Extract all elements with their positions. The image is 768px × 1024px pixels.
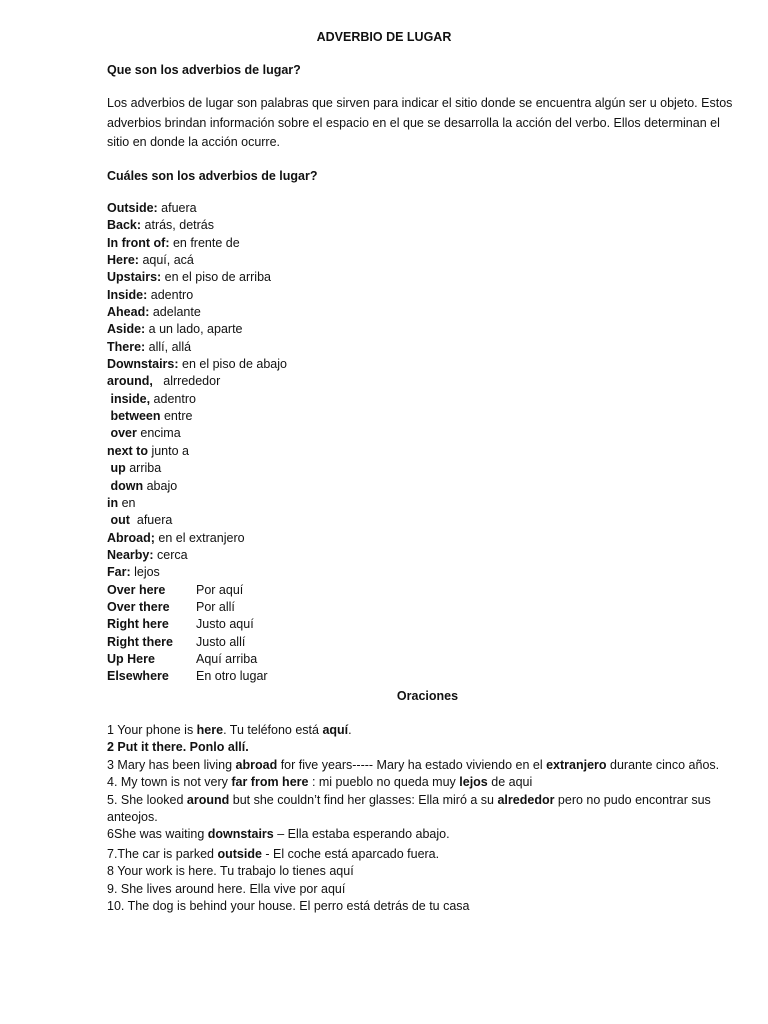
adverb-term: Right here [107, 617, 169, 632]
adverb-pair-item [107, 616, 507, 633]
adverb-term: Back: [107, 218, 142, 233]
adverb-term: in [107, 495, 119, 510]
adverb-translation: a un lado, aparte [145, 322, 243, 337]
sentence-item [107, 846, 747, 863]
adverb-item [107, 443, 507, 460]
adverb-term: out [107, 513, 130, 528]
sentence-item [107, 739, 747, 756]
sentence-text: : mi pueblo no queda muy [308, 775, 460, 790]
sentence-list [107, 722, 747, 915]
adverb-term: There: [107, 339, 146, 354]
adverb-translation: abajo [143, 478, 178, 493]
adverb-translation: Justo allí [196, 634, 246, 649]
sentence-item [107, 757, 747, 774]
sentence-text: 1 Your phone is [107, 723, 197, 737]
adverb-item [107, 391, 507, 408]
adverb-item [107, 287, 507, 304]
adverb-translation: arriba [125, 461, 162, 476]
adverb-term: Over here [107, 582, 166, 597]
adverb-pair-item [107, 599, 507, 616]
adverb-item [107, 547, 507, 564]
adverb-item [107, 339, 507, 356]
adverb-term: Abroad; [107, 530, 155, 545]
sentence-item [107, 792, 747, 827]
adverb-translation: cerca [153, 547, 188, 562]
adverb-term: In front of: [107, 235, 170, 250]
adverb-item [107, 495, 507, 512]
adverb-term: next to [107, 443, 148, 458]
adverb-translation: entre [160, 409, 193, 424]
adverb-term: down [107, 478, 144, 493]
sentence-text: . Tu teléfono está [223, 723, 323, 737]
sentence-keyword: allí [227, 740, 246, 755]
adverb-term: Up Here [107, 651, 155, 666]
adverb-item [107, 408, 507, 425]
definition-paragraph: Los adverbios de lugar son palabras que sirven para indicar el sitio donde se encuentra algún ser u objeto. Estos adverbios brindan información sobre el espacio en el que se desarrolla la acción del verbo. Ellos determinan el sitio en donde la acción ocurre. [107, 96, 733, 149]
adverb-translation: encima [136, 426, 181, 441]
adverb-item [107, 304, 507, 321]
sentence-text: 8 Your work is here. Tu trabajo lo tienes aquí [107, 864, 354, 879]
adverb-term: Outside: [107, 201, 158, 215]
sentence-keyword: there [152, 740, 183, 755]
sentence-text: 4. My town is not very [107, 775, 232, 790]
sentence-item [107, 863, 747, 880]
adverb-translation: en el piso de abajo [178, 357, 287, 372]
adverb-translation: atrás, detrás [141, 218, 214, 233]
adverb-term: up [107, 461, 126, 476]
adverb-term: Right there [107, 634, 173, 649]
sentence-keyword: around [186, 792, 230, 807]
sentence-text: but she couldn’t find her glasses: Ella miró a su [229, 792, 498, 807]
adverb-pair-item [107, 668, 507, 685]
adverb-item [107, 530, 507, 547]
sentence-text: 2 Put it [107, 740, 153, 755]
adverb-translation: afuera [157, 201, 197, 215]
adverb-item [107, 217, 507, 234]
adverb-item [107, 356, 507, 373]
adverb-term: around, [107, 374, 153, 389]
sentence-item [107, 722, 747, 739]
adverb-item [107, 235, 507, 252]
adverb-term: over [107, 426, 137, 441]
adverb-translation: adentro [147, 287, 194, 302]
adverb-translation: lejos [130, 565, 160, 580]
sentence-item [107, 898, 747, 915]
sentence-text: 7.The car is parked [107, 846, 218, 861]
adverb-term: Nearby: [107, 547, 154, 562]
adverb-term: Over there [107, 599, 170, 614]
sentence-text: - El coche está aparcado fuera. [261, 846, 440, 861]
adverb-item [107, 252, 507, 269]
sentence-text: 3 Mary has been living [107, 757, 236, 772]
document-title: ADVERBIO DE LUGAR [316, 30, 452, 44]
adverb-term: Elsewhere [107, 669, 169, 684]
adverb-term: inside, [107, 391, 151, 406]
sentence-item [107, 881, 747, 898]
adverb-translation: aquí, acá [138, 253, 194, 268]
sentence-keyword: here [196, 723, 224, 737]
adverb-item [107, 512, 507, 529]
sentence-text: – Ella estaba esperando abajo. [273, 827, 450, 842]
sentence-text: pero no pudo encontrar sus anteojos. [107, 792, 711, 825]
adverb-list [107, 200, 507, 686]
adverb-translation: En otro lugar [196, 669, 268, 684]
sentences-heading: Oraciones [396, 689, 459, 703]
adverb-translation: en [118, 495, 136, 510]
adverb-item [107, 321, 507, 338]
adverb-translation: alrrededor [152, 374, 221, 389]
adverb-term: between [107, 409, 161, 424]
sentence-keyword: extranjero [546, 757, 607, 772]
adverb-translation: Justo aquí [196, 617, 254, 632]
adverb-term: Downstairs: [107, 357, 179, 372]
adverb-item [107, 564, 507, 581]
sentence-keyword: far from here [231, 775, 309, 790]
sentence-keyword: lejos [459, 775, 488, 790]
adverb-translation: Por aquí [196, 582, 244, 597]
sentence-text: 9. She lives around here. Ella vive por aquí [107, 881, 346, 896]
adverb-translation: en frente de [169, 235, 240, 250]
sentence-keyword: aquí [322, 723, 349, 737]
adverb-term: Upstairs: [107, 270, 162, 285]
adverb-pair-item [107, 582, 507, 599]
sentence-text: for five years----- Mary ha estado viviendo en el [277, 757, 547, 772]
adverb-term: Far: [107, 565, 131, 580]
adverb-translation: en el extranjero [154, 530, 245, 545]
adverb-item [107, 478, 507, 495]
sentence-keyword: alrededor [497, 792, 555, 807]
sentence-text: 5. She looked [107, 792, 187, 807]
adverb-term: Inside: [107, 287, 148, 302]
sentence-text: . Ponlo [182, 740, 228, 755]
sentence-text: durante cinco años. [606, 757, 720, 772]
adverb-term: Ahead: [107, 305, 150, 320]
sentence-text: . [245, 740, 249, 755]
adverb-pair-item [107, 651, 507, 668]
adverb-term: Here: [107, 253, 139, 268]
sentence-text: 6She was waiting [107, 827, 208, 842]
adverb-translation: en el piso de arriba [161, 270, 271, 285]
sentence-keyword: outside [217, 846, 262, 861]
sentence-keyword: abroad [235, 757, 278, 772]
adverb-translation: afuera [129, 513, 173, 528]
adverb-translation: adelante [149, 305, 201, 320]
sentence-keyword: downstairs [207, 827, 274, 842]
adverb-translation: Aquí arriba [196, 651, 258, 666]
sentence-item [107, 826, 747, 843]
adverb-item [107, 425, 507, 442]
adverb-item [107, 373, 507, 390]
sentence-text: . [348, 723, 352, 737]
adverb-translation: allí, allá [145, 339, 192, 354]
adverb-term: Aside: [107, 322, 146, 337]
sentence-text: 10. The dog is behind your house. El perro está detrás de tu casa [107, 899, 470, 914]
adverb-translation: junto a [147, 443, 189, 458]
adverb-item [107, 460, 507, 477]
sentence-item [107, 774, 747, 791]
question-heading-1: Que son los adverbios de lugar? [107, 63, 301, 77]
adverb-item [107, 200, 507, 217]
sentence-text: de aqui [487, 775, 533, 790]
adverb-item [107, 269, 507, 286]
question-heading-2: Cuáles son los adverbios de lugar? [107, 169, 318, 183]
adverb-translation: adentro [150, 391, 196, 406]
adverb-pair-item [107, 634, 507, 651]
adverb-translation: Por allí [196, 599, 235, 614]
